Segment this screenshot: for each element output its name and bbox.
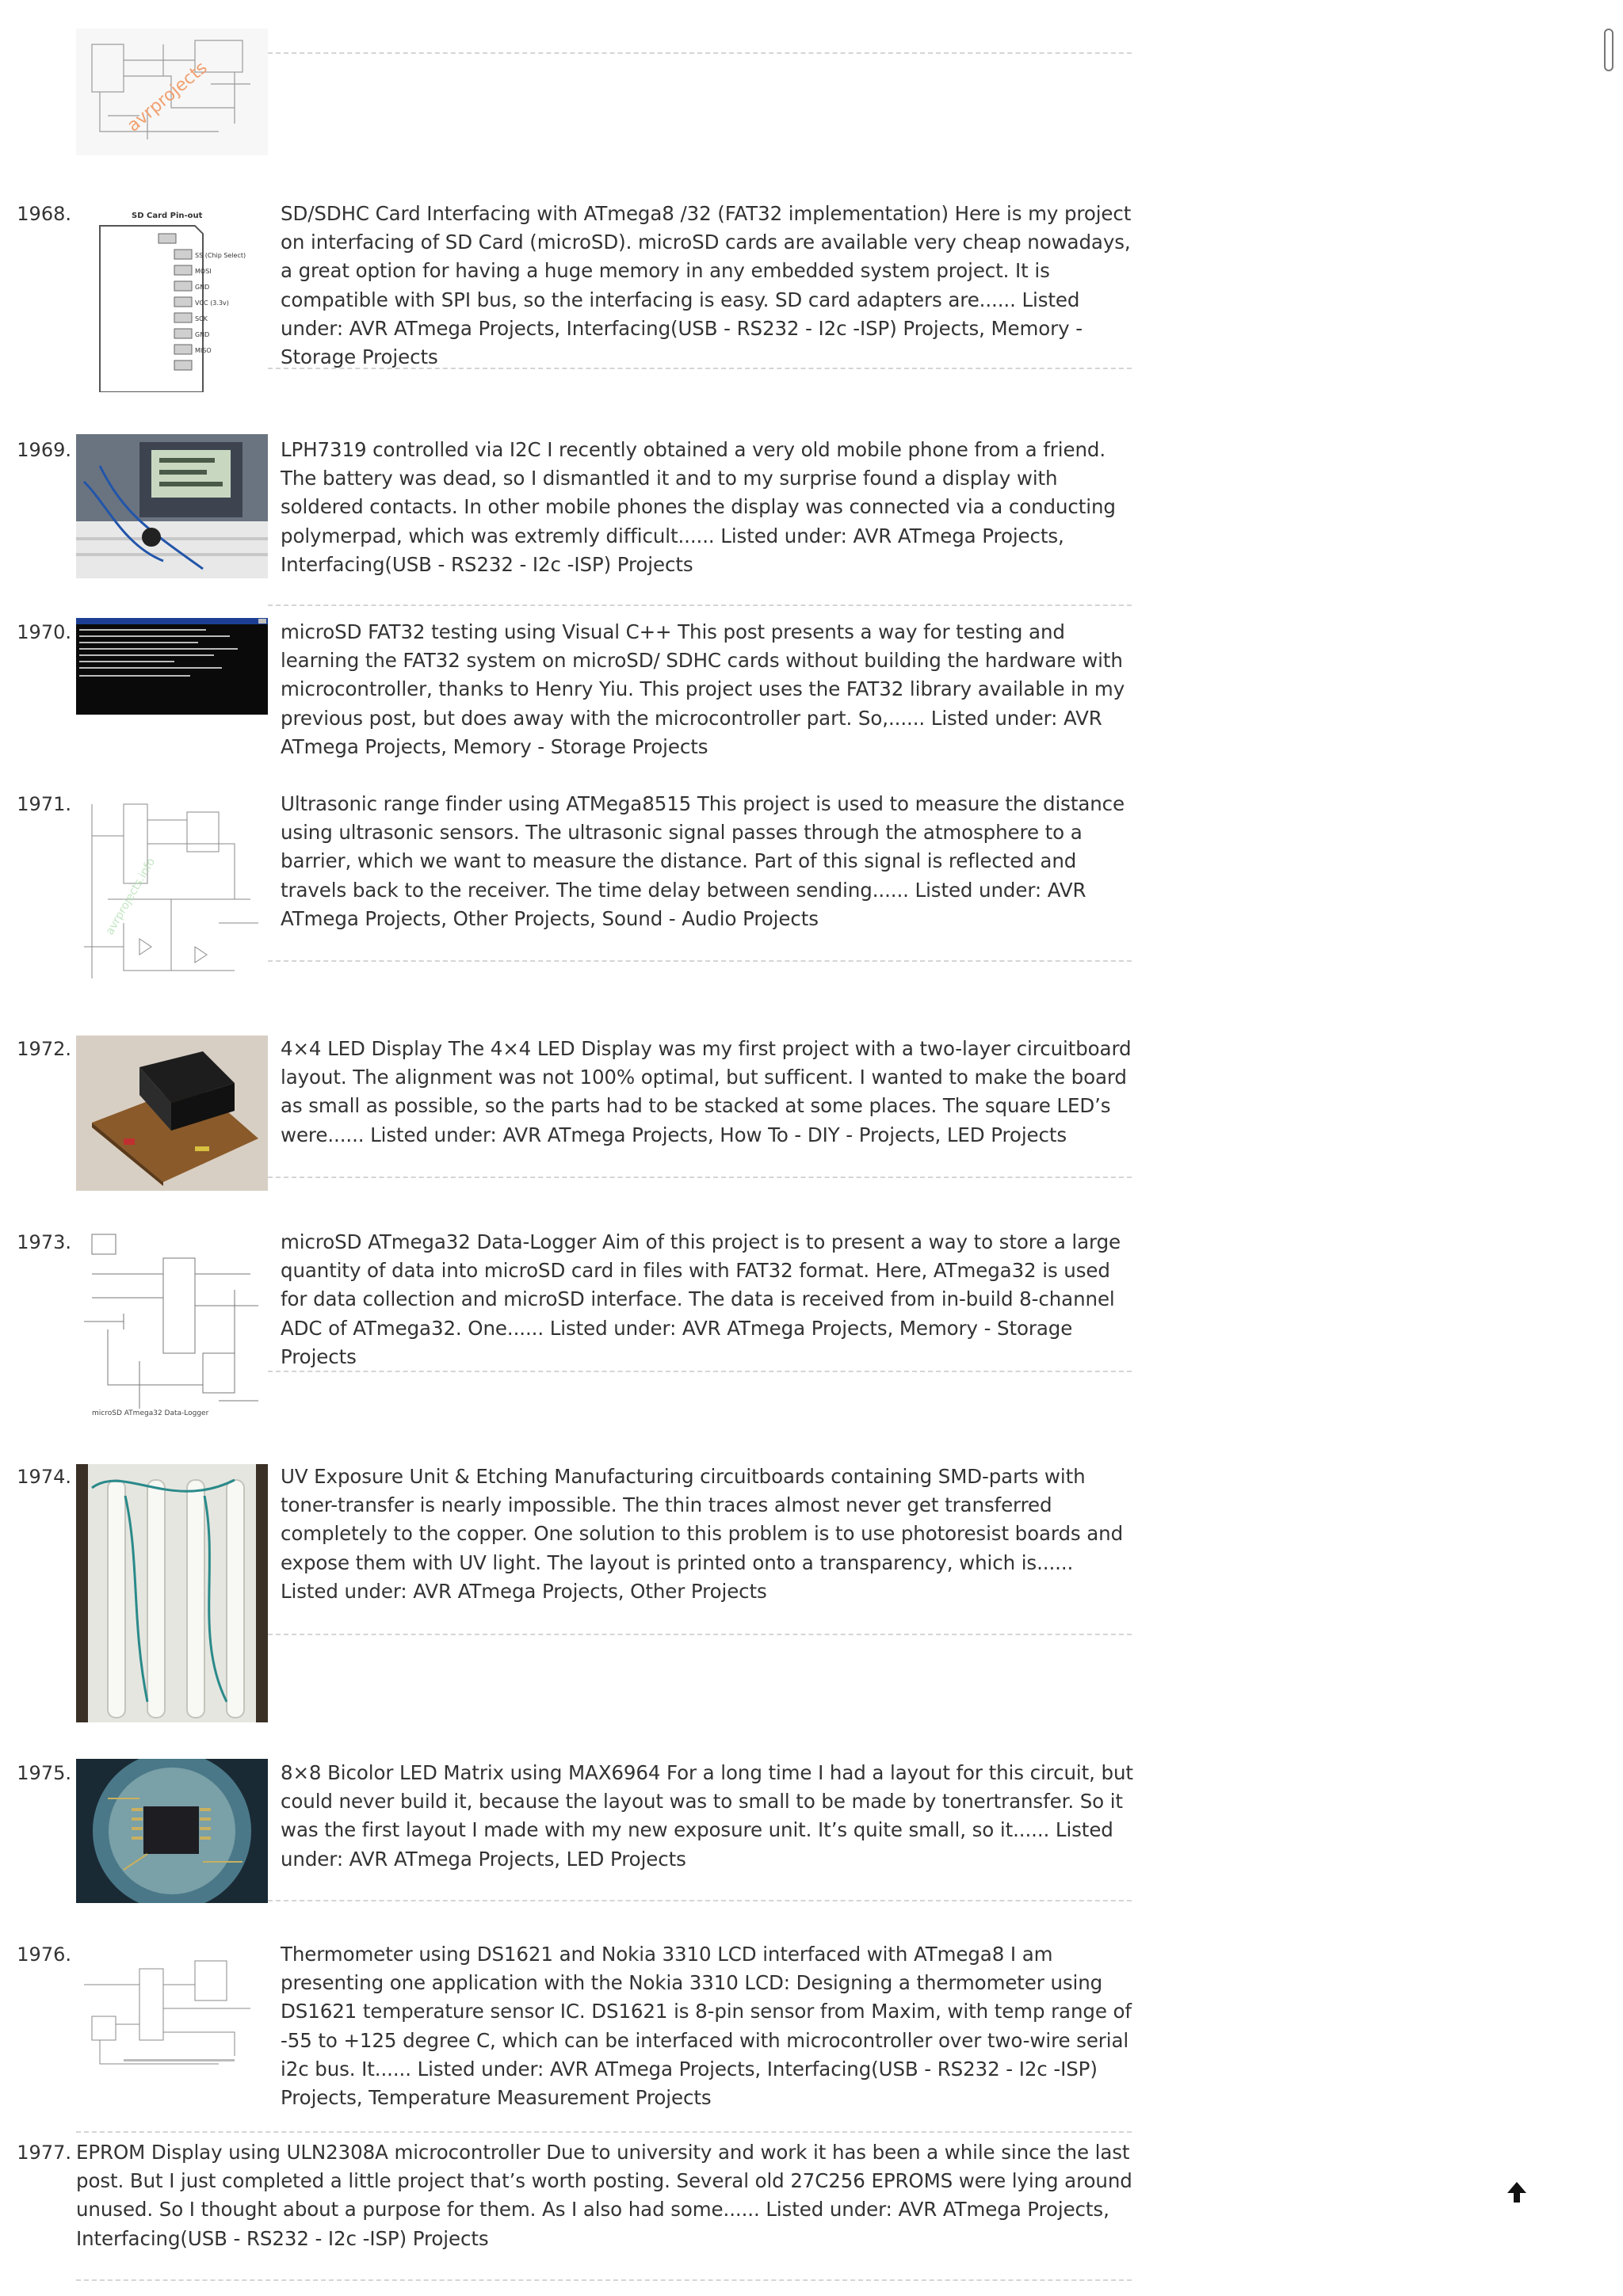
separator [76,2131,1132,2133]
svg-text:avrprojects.info: avrprojects.info [103,856,158,937]
separator [268,605,1132,606]
category-links[interactable]: AVR ATmega Projects, Interfacing(USB - RS232 - I2c -ISP) Projects, Temperature Measurement Projects [281,2057,1098,2110]
svg-text:SD Card Pin-out: SD Card Pin-out [132,212,203,220]
svg-text:SCK: SCK [195,315,208,322]
datalogger-schematic-icon [76,1226,268,1425]
project-thumbnail-link[interactable] [76,1226,268,1425]
project-thumbnail-link[interactable] [76,1464,268,1722]
project-text-link[interactable]: 8×8 Bicolor LED Matrix using MAX6964 For a long time I had a layout for this circuit, but could never build it, because the layout was to small to be made by tonertransfer. So it was the first layout I made with my new exposure unit. It’s quite small, so it...... Listed under: [281,1761,1133,1871]
separator [268,1634,1132,1635]
project-text-link[interactable]: UV Exposure Unit & Etching Manufacturing circuitboards containing SMD-parts with toner-transfer is nearly impossible. The thin traces almost never get transferred completely to the copper. One solution to this problem is to use photoresist boards and expose them with UV light. The layout is printed onto a transparency, which is...... Listed under: [281,1465,1124,1603]
project-text-link[interactable]: microSD ATmega32 Data-Logger Aim of this project is to present a way to store a large quantity of data into microSD card in files with FAT32 format. Here, ATmega32 is used for data collection and microSD interface. The data is received from in-build 8-channel ADC of ATmega32. One...... Listed under: [281,1230,1121,1340]
item-number: 1976. [17,1943,71,1966]
category-links[interactable]: AVR ATmega Projects, How To - DIY - Projects, LED Projects [502,1123,1067,1146]
svg-text:GND: GND [195,331,210,338]
project-thumbnail-link[interactable] [76,618,268,715]
led-display-board-photo-icon [76,1035,268,1191]
project-description [281,1228,1133,1371]
svg-text:MISO: MISO [195,347,212,354]
separator [268,1371,1132,1372]
project-thumbnail-link[interactable] [76,202,268,392]
item-number: 1974. [17,1466,71,1488]
item-number: 1968. [17,203,71,225]
category-links[interactable]: AVR ATmega Projects, Interfacing(USB - RS232 - I2c -ISP) Projects [76,2198,1109,2250]
uv-exposure-unit-photo-icon [76,1464,268,1722]
led-matrix-board-photo-icon [76,1759,268,1903]
project-text-link[interactable]: SD/SDHC Card Interfacing with ATmega8 /32 (FAT32 implementation) Here is my project on interfacing of SD Card (microSD). microSD cards are available very cheap nowadays, a great option for having a huge memory in any embedded system project. It is compatible with SPI bus, so the interfacing is easy. SD card adapters are...... Listed under: [281,202,1132,340]
svg-text:MOSI: MOSI [195,268,212,275]
item-number: 1977. [17,2142,71,2164]
category-links[interactable]: AVR ATmega Projects, Other Projects, Sound - Audio Projects [281,878,1086,930]
separator [268,960,1132,962]
thermometer-schematic-icon [76,1937,268,2072]
schematic-thumbnail-icon [76,29,268,155]
project-thumbnail-link[interactable] [76,788,268,986]
project-thumbnail-link[interactable] [76,1759,268,1903]
project-text-link[interactable]: Ultrasonic range finder using ATMega8515 This project is used to measure the distance using ultrasonic sensors. The ultrasonic signal passes through the atmosphere to a barrier, which we want to measure the distance. Part of this signal is reflected and travels back to the receiver. The time delay between sending...... Listed under: [281,792,1125,902]
category-links[interactable]: AVR ATmega Projects, Interfacing(USB - RS232 - I2c -ISP) Projects, Memory - Storage Projects [281,316,1083,369]
separator [268,368,1132,369]
project-text-link[interactable]: 4×4 LED Display The 4×4 LED Display was my first project with a two-layer circuitboard layout. The alignment was not 100% optimal, but sufficent. I wanted to make the board as small as possible, so the parts had to be stacked at some places. The square LED’s were...... Listed under: [281,1037,1132,1146]
project-description [281,436,1133,579]
lcd-breadboard-photo-icon [76,434,268,578]
project-text-link[interactable]: LPH7319 controlled via I2C I recently obtained a very old mobile phone from a friend. The battery was dead, so I dismantled it and to my surprise found a display with soldered contacts. In other mobile phones the display was connected via a conducting polymerpad, which was extremly difficult...... Listed under: [281,438,1116,547]
separator [268,52,1132,54]
arrow-up-icon [1501,2177,1533,2209]
category-links[interactable]: AVR ATmega Projects, Other Projects [413,1579,767,1603]
separator [76,2279,1132,2281]
project-description [281,200,1133,372]
svg-text:microSD ATmega32 Data-Logger: microSD ATmega32 Data-Logger [92,1409,209,1417]
project-description [76,2138,1133,2253]
console-window-icon [76,618,268,715]
project-description [281,790,1133,933]
category-links[interactable]: AVR ATmega Projects, Interfacing(USB - RS232 - I2c -ISP) Projects [281,524,1064,576]
item-number: 1970. [17,621,71,643]
category-links[interactable]: AVR ATmega Projects, Memory - Storage Projects [281,1316,1073,1368]
scroll-to-top-button[interactable] [1501,2177,1533,2209]
item-number: 1973. [17,1231,71,1253]
project-description [281,618,1133,761]
schematic-thumbnail-icon [76,788,268,986]
item-number: 1975. [17,1762,71,1784]
category-links[interactable]: AVR ATmega Projects, Memory - Storage Projects [281,706,1102,758]
svg-text:avrprojects: avrprojects [124,58,212,136]
project-thumbnail-link[interactable] [76,1937,268,2072]
project-text-link[interactable]: EPROM Display using ULN2308A microcontroller Due to university and work it has been a while since the last post. But I just completed a little project that’s worth posting. Several old 27C256 EPROMS were lying around unused. So I thought about a purpose for them. As I also had some...... Listed under: [76,2141,1132,2222]
item-number: 1969. [17,439,71,461]
project-thumbnail-link[interactable] [76,29,268,155]
separator [268,1177,1132,1178]
project-description [281,1035,1133,1150]
item-number: 1972. [17,1038,71,1060]
separator [268,1900,1132,1901]
project-thumbnail-link[interactable] [76,1035,268,1191]
project-thumbnail-link[interactable] [76,434,268,578]
project-text-link[interactable]: microSD FAT32 testing using Visual C++ This post presents a way for testing and learning the FAT32 system on microSD/ SDHC cards without building the hardware with microcontroller, thanks to Henry Yiu. This project uses the FAT32 library available in my previous post, but does away with the microcontroller part. So,...... Listed under: [281,620,1125,730]
svg-text:GND: GND [195,284,210,291]
project-description [281,1463,1133,1606]
project-text-link[interactable]: Thermometer using DS1621 and Nokia 3310 LCD interfaced with ATmega8 I am presenting one application with the Nokia 3310 LCD: Designing a thermometer using DS1621 temperature sensor IC. DS1621 is 8-pin sensor from Maxim, with temp range of -55 to +125 degree C, which can be interfaced with microcontroller over two-wire serial i2c bus. It...... Listed under: [281,1943,1132,2081]
sd-card-pinout-thumbnail-icon [76,202,268,392]
svg-text:SS (Chip Select): SS (Chip Select) [195,252,246,259]
project-description [281,1759,1133,1874]
category-links[interactable]: AVR ATmega Projects, LED Projects [349,1847,686,1871]
scrollbar-thumb-icon[interactable] [1604,29,1613,71]
svg-text:VCC (3.3v): VCC (3.3v) [195,299,229,307]
project-description [281,1940,1133,2112]
item-number: 1971. [17,793,71,815]
